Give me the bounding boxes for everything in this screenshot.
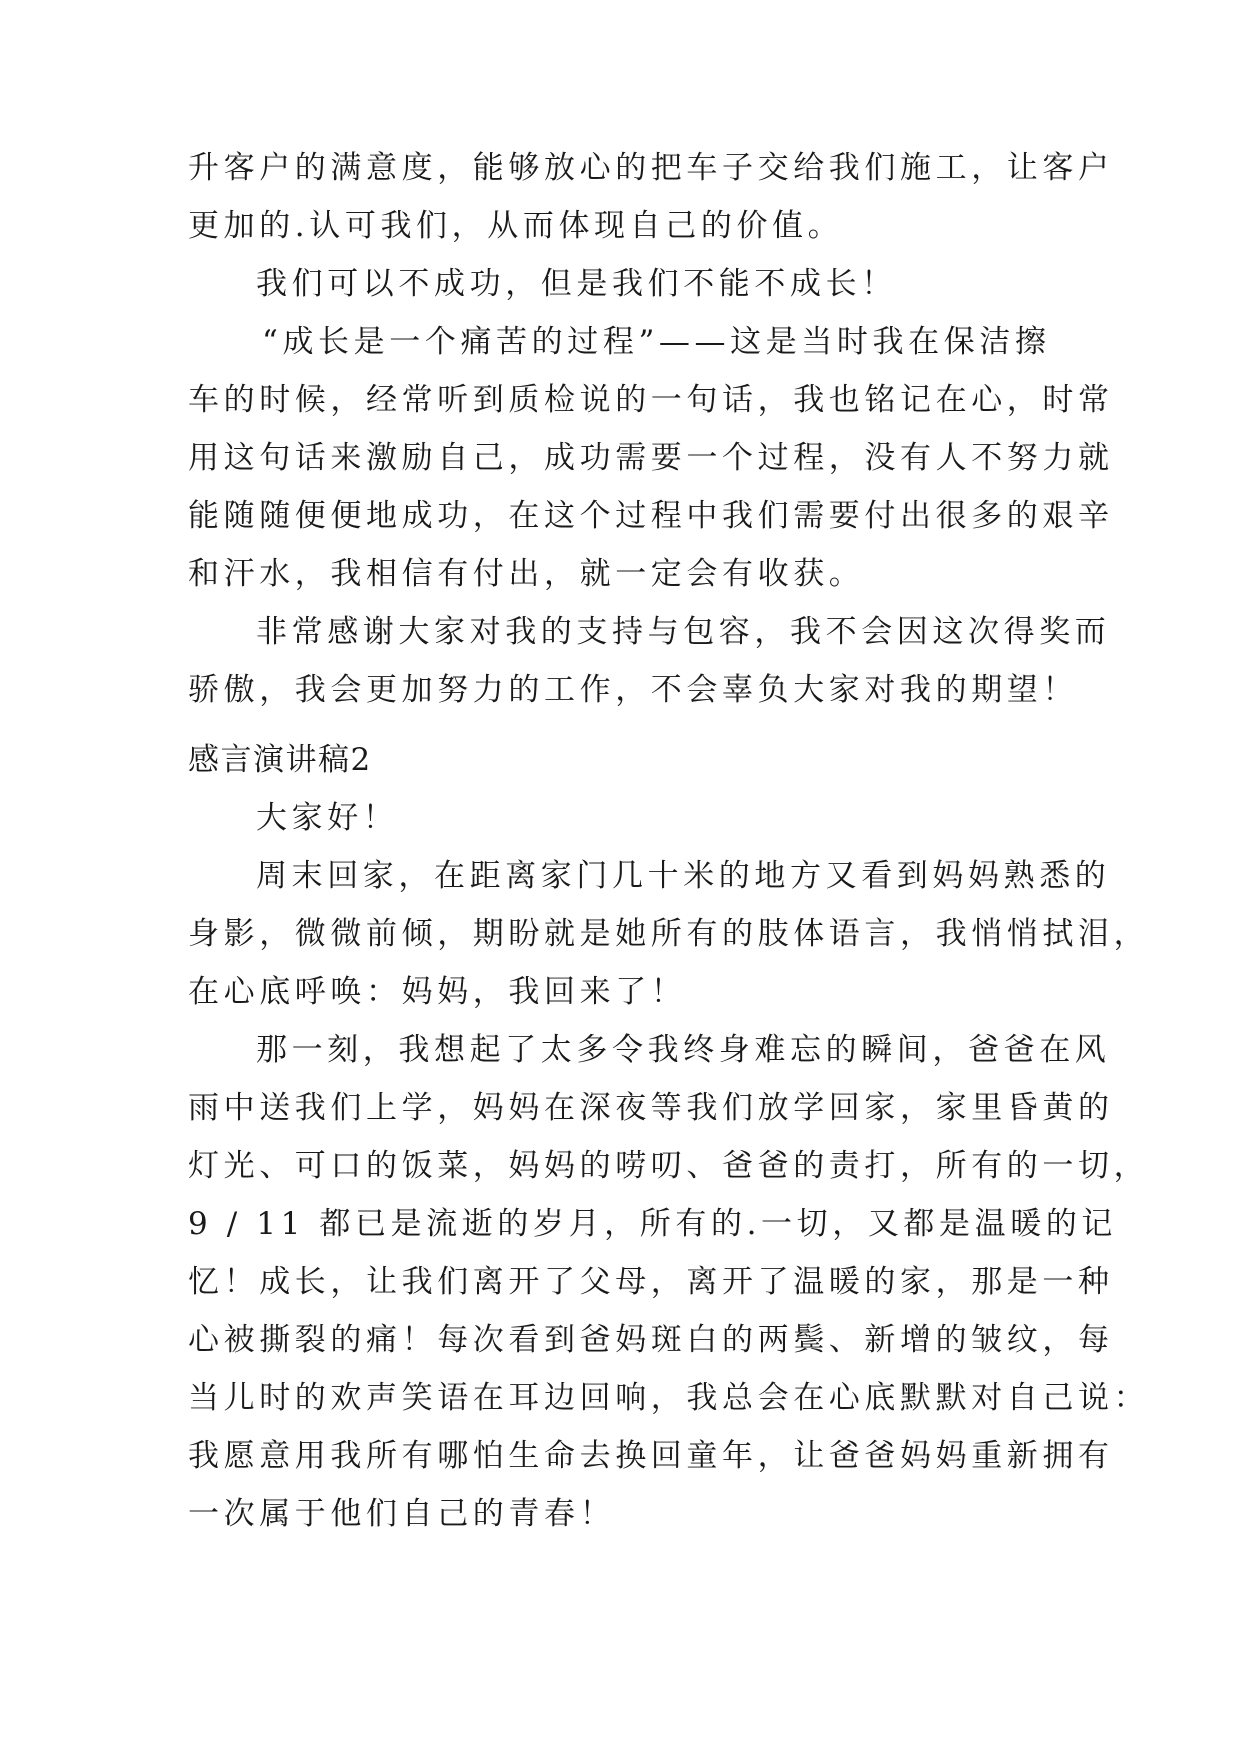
section-heading: 感言演讲稿2 [188, 742, 372, 778]
text-line: 更加的.认可我们，从而体现自己的价值。 [188, 208, 844, 244]
text-line: 能随随便便地成功，在这个过程中我们需要付出很多的艰辛 [188, 498, 1114, 534]
text-line: 我们可以不成功，但是我们不能不成长！ [256, 266, 897, 302]
text-line: 用这句话来激励自己，成功需要一个过程，没有人不努力就 [188, 440, 1114, 476]
text-line: 周末回家，在距离家门几十米的地方又看到妈妈熟悉的 [256, 858, 1111, 894]
text-line: 大家好！ [256, 800, 399, 836]
text-line: 升客户的满意度，能够放心的把车子交给我们施工，让客户 [188, 150, 1114, 186]
text-line: 非常感谢大家对我的支持与包容，我不会因这次得奖而 [256, 614, 1111, 650]
text-line: 心被撕裂的痛！每次看到爸妈斑白的两鬓、新增的皱纹，每 [188, 1322, 1114, 1358]
text-line: 和汗水，我相信有付出，就一定会有收获。 [188, 556, 865, 592]
text-line: 车的时候，经常听到质检说的一句话，我也铭记在心，时常 [188, 382, 1114, 418]
text-line: 雨中送我们上学，妈妈在深夜等我们放学回家，家里昏黄的 [188, 1090, 1114, 1126]
text-line: 当儿时的欢声笑语在耳边回响，我总会在心底默默对自己说： [188, 1380, 1150, 1416]
text-line: 我愿意用我所有哪怕生命去换回童年，让爸爸妈妈重新拥有 [188, 1438, 1114, 1474]
text-line: 在心底呼唤：妈妈，我回来了！ [188, 974, 687, 1010]
text-line: 一次属于他们自己的青春！ [188, 1496, 616, 1532]
text-line: 灯光、可口的饭菜，妈妈的唠叨、爸爸的责打，所有的一切， [188, 1148, 1150, 1184]
text-line: 那一刻，我想起了太多令我终身难忘的瞬间，爸爸在风 [256, 1032, 1111, 1068]
text-line: 身影，微微前倾，期盼就是她所有的肢体语言，我悄悄拭泪， [188, 916, 1150, 952]
text-line: 忆！成长，让我们离开了父母，离开了温暖的家，那是一种 [188, 1264, 1114, 1300]
text-line: “成长是一个痛苦的过程”——这是当时我在保洁擦 [262, 324, 1051, 360]
text-line-with-page-number: 9 / 11 都已是流逝的岁月，所有的.一切，又都是温暖的记 [188, 1206, 1118, 1242]
text-line: 骄傲，我会更加努力的工作，不会辜负大家对我的期望！ [188, 672, 1078, 708]
